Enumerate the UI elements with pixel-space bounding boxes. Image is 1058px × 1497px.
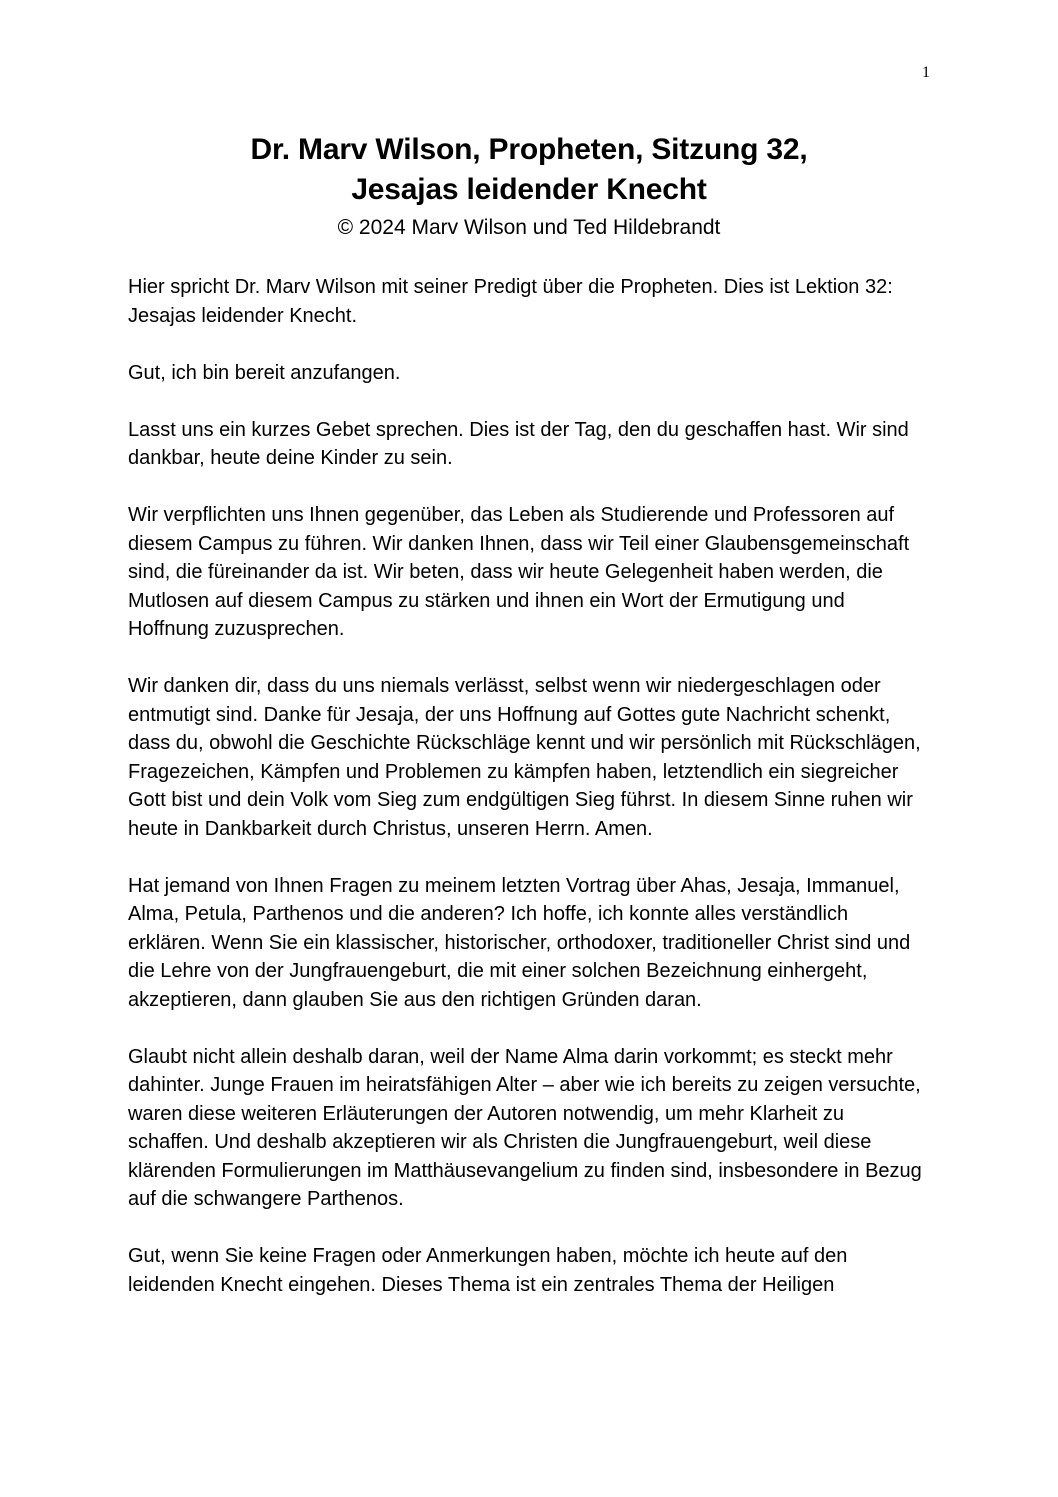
paragraph-prayer-commitment: Wir verpflichten uns Ihnen gegenüber, das Leben als Studierende und Professoren auf diesem Campus zu führen. Wir danken Ihnen, dass wir Teil einer Glaubensgemeinschaft sind, die füreinander da ist. Wir beten, dass wir heute Gelegenheit haben werden, die Mutlosen auf diesem Campus zu stärken und ihnen ein Wort der Ermutigung und Hoffnung zuzusprechen. <box>128 504 910 640</box>
paragraph-alma: Glaubt nicht allein deshalb daran, weil der Name Alma darin vorkommt; es steckt mehr dahinter. Junge Frauen im heiratsfähigen Alter – aber wie ich bereits zu zeigen versuchte, waren diese weiteren Erläuterungen der Autoren notwendig, um mehr Klarheit zu schaffen. Und deshalb akzeptieren wir als Christen die Jungfrauengeburt, weil diese klärenden Formulierungen im Matthäusevangelium zu finden sind, insbesondere in Bezug auf die schwangere Parthenos. <box>128 1045 922 1210</box>
paragraph-ready: Gut, ich bin bereit anzufangen. <box>128 361 401 384</box>
paragraph-intro: Hier spricht Dr. Marv Wilson mit seiner Predigt über die Propheten. Dies ist Lektion 32: Jesajas leidender Knecht. <box>128 276 893 327</box>
paragraph-prayer-thanks: Wir danken dir, dass du uns niemals verlässt, selbst wenn wir niedergeschlagen oder entmutigt sind. Danke für Jesaja, der uns Hoffnung auf Gottes gute Nachricht schenkt, dass du, obwohl die Geschichte Rückschläge kennt und wir persönlich mit Rückschlägen, Fragezeichen, Kämpfen und Problemen zu kämpfen haben, letztendlich ein siegreicher Gott bist und dein Volk vom Sieg zum endgültigen Sieg führst. In diesem Sinne ruhen wir heute in Dankbarkeit durch Christus, unseren Herrn. Amen. <box>128 675 921 840</box>
document-header <box>0 130 1058 244</box>
paragraph-questions: Hat jemand von Ihnen Fragen zu meinem letzten Vortrag über Ahas, Jesaja, Immanuel, Alma, Petula, Parthenos und die anderen? Ich hoffe, ich konnte alles verständlich erklären. Wenn Sie ein klassischer, historischer, orthodoxer, traditioneller Christ sind und die Lehre von der Jungfrauengeburt, die mit einer solchen Bezeichnung einhergeht, akzeptieren, dann glauben Sie aus den richtigen Gründen daran. <box>128 874 911 1011</box>
document-title-line-1: Dr. Marv Wilson, Propheten, Sitzung 32, <box>250 133 808 166</box>
document-title-line-2: Jesajas leidender Knecht <box>351 173 707 206</box>
page-number: 1 <box>922 64 930 81</box>
paragraph-suffering-servant: Gut, wenn Sie keine Fragen oder Anmerkungen haben, möchte ich heute auf den leidenden Knecht eingehen. Dieses Thema ist ein zentrales Thema der Heiligen <box>128 1245 848 1296</box>
document-body <box>128 273 928 1328</box>
paragraph-prayer-intro: Lasst uns ein kurzes Gebet sprechen. Dies ist der Tag, den du geschaffen hast. Wir sind dankbar, heute deine Kinder zu sein. <box>128 418 909 469</box>
copyright-notice: © 2024 Marv Wilson und Ted Hildebrandt <box>337 216 721 239</box>
